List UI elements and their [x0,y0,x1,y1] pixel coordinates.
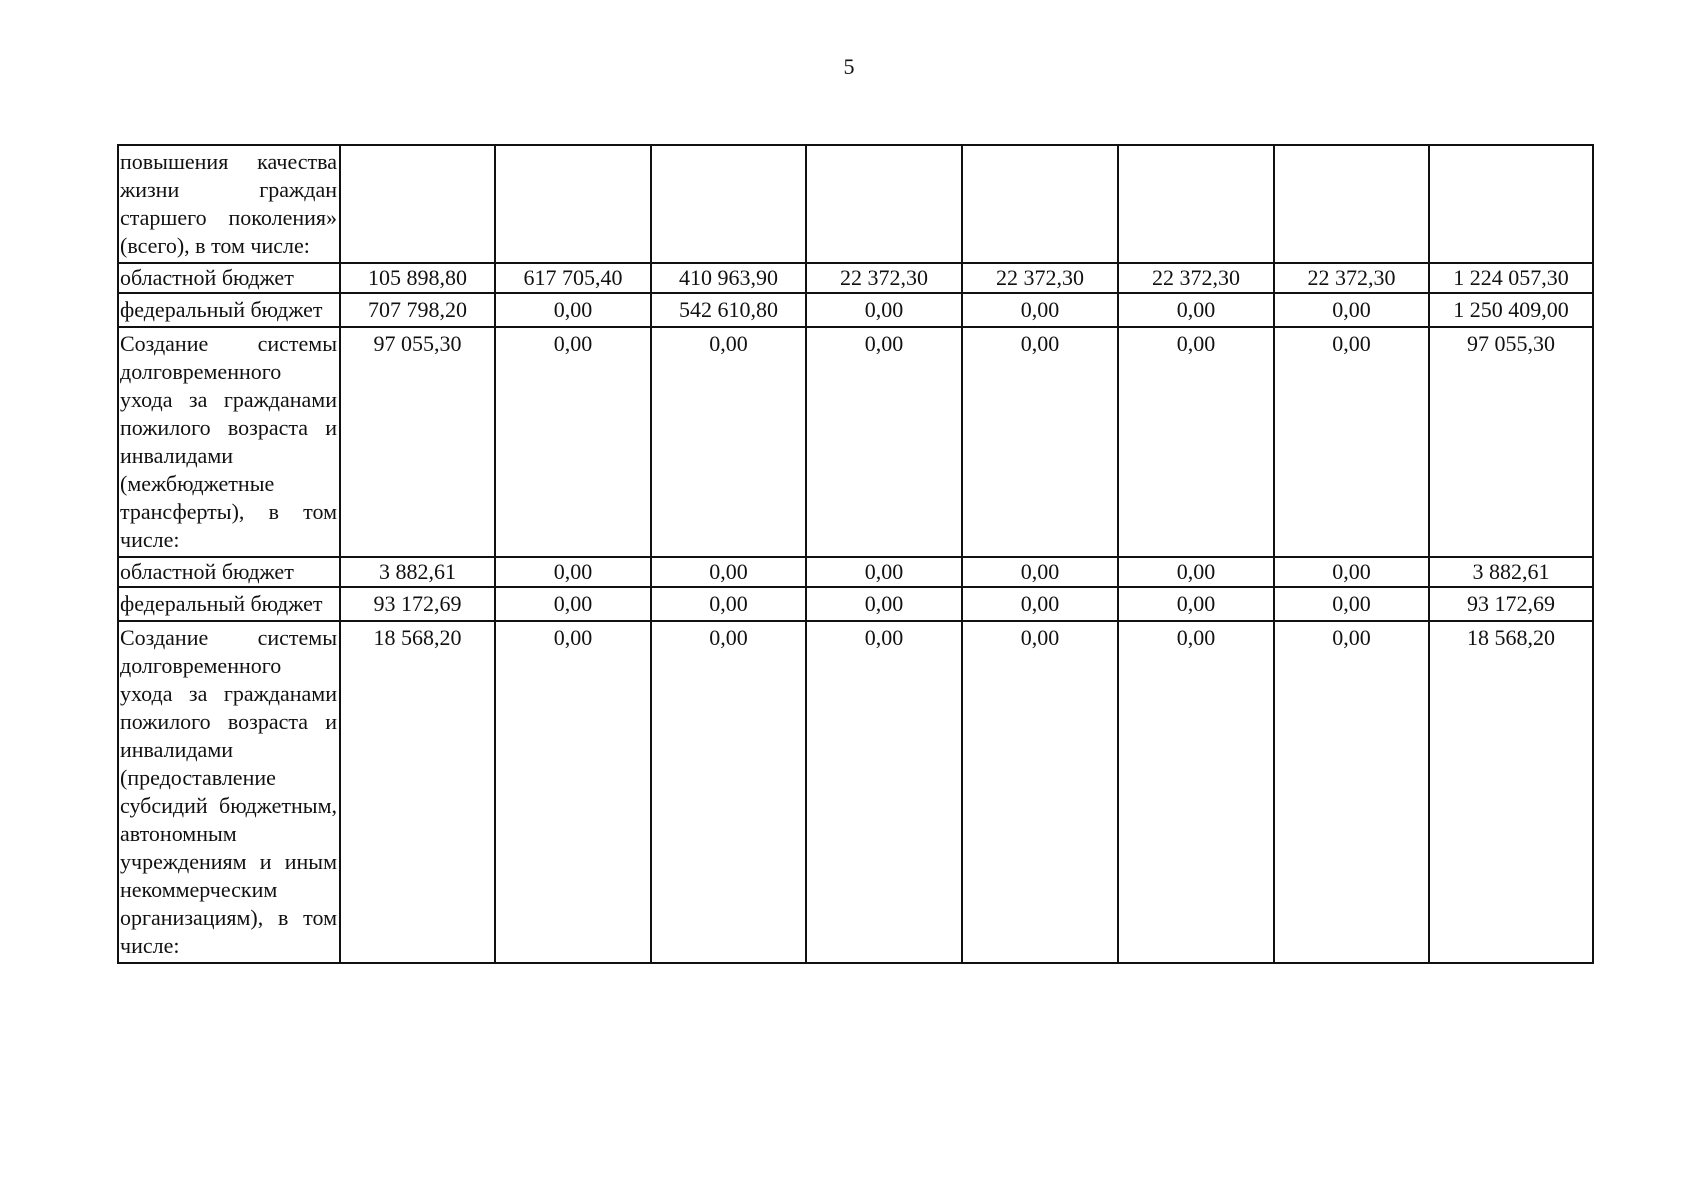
value-cell: 0,00 [806,621,962,963]
value-cell [651,145,806,263]
value-cell [340,145,495,263]
budget-table [117,144,1594,964]
value-cell: 0,00 [1118,621,1274,963]
value-cell: 0,00 [806,557,962,587]
value-cell [1118,145,1274,263]
row-label: областной бюджет [118,263,340,293]
table-row [118,621,1593,963]
row-label: повышения качества жизни граждан старшего поколения» (всего), в том числе: [118,145,340,263]
value-cell: 18 568,20 [340,621,495,963]
total-cell: 18 568,20 [1429,621,1593,963]
total-cell: 3 882,61 [1429,557,1593,587]
value-cell: 0,00 [495,557,651,587]
value-cell: 22 372,30 [962,263,1118,293]
value-cell: 93 172,69 [340,587,495,621]
value-cell: 0,00 [806,293,962,327]
value-cell: 542 610,80 [651,293,806,327]
value-cell: 0,00 [651,621,806,963]
table-row [118,327,1593,557]
table-row [118,263,1593,293]
value-cell: 0,00 [1274,587,1429,621]
value-cell: 0,00 [495,327,651,557]
value-cell [806,145,962,263]
value-cell: 0,00 [962,293,1118,327]
value-cell: 105 898,80 [340,263,495,293]
value-cell: 707 798,20 [340,293,495,327]
value-cell: 0,00 [1274,293,1429,327]
value-cell: 0,00 [495,621,651,963]
table-row [118,145,1593,263]
value-cell [962,145,1118,263]
value-cell [495,145,651,263]
value-cell: 0,00 [495,587,651,621]
row-label: федеральный бюджет [118,293,340,327]
value-cell: 0,00 [962,557,1118,587]
value-cell: 410 963,90 [651,263,806,293]
row-label: Создание системы долговременного ухода за гражданами пожилого возраста и инвалидами (межбюджетные трансферты), в том числе: [118,327,340,557]
value-cell: 0,00 [806,327,962,557]
row-label: Создание системы долговременного ухода за гражданами пожилого возраста и инвалидами (предоставление субсидий бюджетным, автономным учреждениям и иным некоммерческим организациям), в том числе: [118,621,340,963]
value-cell: 0,00 [1274,621,1429,963]
table-row [118,557,1593,587]
value-cell: 0,00 [651,327,806,557]
value-cell: 0,00 [1118,587,1274,621]
total-cell: 1 250 409,00 [1429,293,1593,327]
value-cell: 0,00 [1118,327,1274,557]
value-cell: 0,00 [651,587,806,621]
value-cell: 97 055,30 [340,327,495,557]
value-cell: 0,00 [1118,557,1274,587]
value-cell: 22 372,30 [806,263,962,293]
total-cell [1429,145,1593,263]
value-cell: 22 372,30 [1118,263,1274,293]
total-cell: 97 055,30 [1429,327,1593,557]
value-cell: 3 882,61 [340,557,495,587]
value-cell: 0,00 [495,293,651,327]
row-label: федеральный бюджет [118,587,340,621]
total-cell: 93 172,69 [1429,587,1593,621]
value-cell: 0,00 [962,621,1118,963]
row-label: областной бюджет [118,557,340,587]
page-number: 5 [843,54,855,79]
table-row [118,293,1593,327]
value-cell: 0,00 [1274,557,1429,587]
total-cell: 1 224 057,30 [1429,263,1593,293]
value-cell: 0,00 [962,587,1118,621]
table-row [118,587,1593,621]
value-cell: 0,00 [651,557,806,587]
value-cell: 0,00 [1274,327,1429,557]
value-cell: 617 705,40 [495,263,651,293]
value-cell: 0,00 [806,587,962,621]
value-cell [1274,145,1429,263]
value-cell: 0,00 [962,327,1118,557]
value-cell: 0,00 [1118,293,1274,327]
value-cell: 22 372,30 [1274,263,1429,293]
